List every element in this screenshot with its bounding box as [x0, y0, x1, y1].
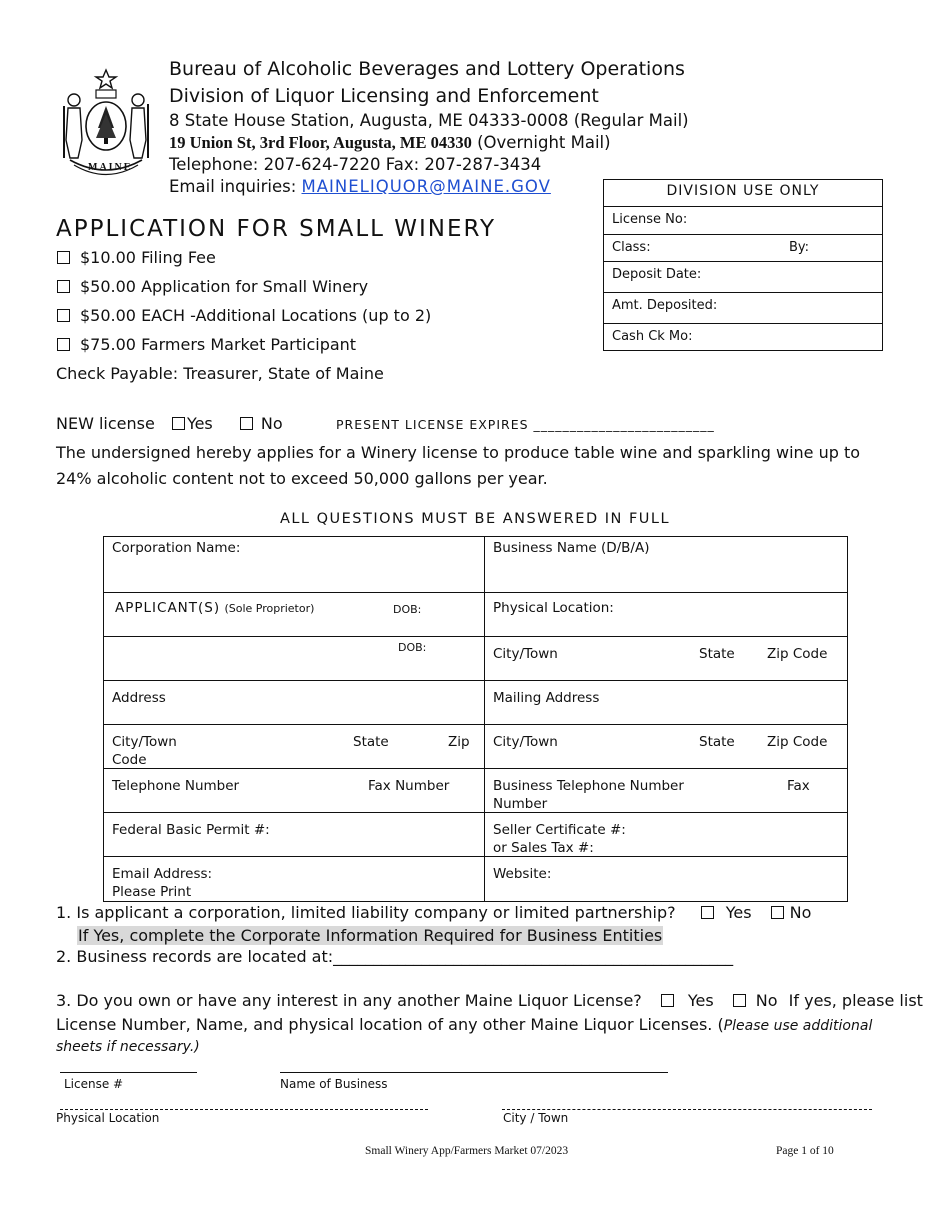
physical-location-line[interactable]: [60, 1109, 428, 1110]
city-town-caption: City / Town: [503, 1111, 569, 1125]
fee-item[interactable]: [57, 330, 431, 359]
page-number: Page 1 of 10: [776, 1145, 834, 1157]
business-phone-cell[interactable]: [485, 769, 847, 813]
check-payable: Check Payable: Treasurer, State of Maine: [56, 364, 384, 383]
division-name: Division of Liquor Licensing and Enforcement: [169, 85, 599, 107]
overnight-address-rest: (Overnight Mail): [471, 133, 611, 152]
no-label: No: [789, 903, 812, 922]
question-3: [56, 991, 923, 1010]
applicant-city-cell[interactable]: [104, 725, 485, 769]
new-license-yes-checkbox[interactable]: [172, 417, 185, 430]
city-town-label: City/Town: [493, 646, 558, 662]
telephone-label: Telephone Number: [112, 778, 240, 794]
physical-city-cell[interactable]: [485, 637, 847, 681]
mailing-address-cell[interactable]: [485, 681, 847, 725]
address-cell[interactable]: [104, 681, 485, 725]
dob-label-2: DOB:: [398, 641, 427, 654]
email-address-cell[interactable]: [104, 857, 485, 901]
checkbox[interactable]: [57, 280, 70, 293]
maine-state-seal: [58, 68, 154, 180]
overnight-address-bold: 19 Union St, 3rd Floor, Augusta, ME 04330: [169, 133, 472, 152]
fee-label: $10.00 Filing Fee: [80, 248, 216, 267]
sole-proprietor-label: (Sole Proprietor): [224, 602, 315, 615]
seal-text: MAINE: [88, 162, 133, 173]
checkbox[interactable]: [57, 309, 70, 322]
fee-label: $50.00 Application for Small Winery: [80, 277, 369, 296]
deposit-date-field[interactable]: [604, 261, 882, 292]
dob-label: DOB:: [393, 603, 422, 616]
please-print-label: Please Print: [112, 884, 192, 900]
yes-label: Yes: [687, 991, 714, 1010]
cash-label: Cash Ck Mo:: [612, 329, 693, 344]
number-label: Number: [493, 796, 548, 812]
cash-ck-mo-field[interactable]: [604, 323, 882, 350]
email-label: Email inquiries:: [169, 177, 302, 196]
corporation-name-cell[interactable]: [104, 537, 485, 593]
q1-yes-checkbox[interactable]: [701, 906, 714, 919]
website-cell[interactable]: [485, 857, 847, 901]
mailing-address-label: Mailing Address: [493, 690, 600, 706]
no-label: No: [260, 414, 283, 433]
license-no-field[interactable]: [604, 206, 882, 234]
license-no-label: License No:: [612, 212, 688, 227]
sales-tax-label: or Sales Tax #:: [493, 840, 594, 856]
federal-permit-cell[interactable]: [104, 813, 485, 857]
physical-location-caption: Physical Location: [56, 1111, 160, 1125]
website-label: Website:: [493, 866, 552, 882]
question-1: [56, 903, 811, 922]
question-3-line2: [56, 1015, 901, 1057]
fax-label: Fax: [787, 778, 810, 794]
new-license-no-checkbox[interactable]: [240, 417, 253, 430]
applicant-info-table: [103, 536, 848, 902]
fee-label: $75.00 Farmers Market Participant: [80, 335, 357, 354]
yes-label: Yes: [725, 903, 752, 922]
mailing-address: 8 State House Station, Augusta, ME 04333-0008 (Regular Mail): [169, 111, 689, 130]
email-link[interactable]: MAINELIQUOR@MAINE.GOV: [301, 177, 551, 196]
by-label: By:: [789, 240, 810, 255]
license-number-line[interactable]: [60, 1072, 197, 1073]
question-2[interactable]: 2. Business records are located at:__________________________________________________: [56, 947, 734, 966]
fee-list: [57, 243, 431, 388]
business-name-cell[interactable]: [485, 537, 847, 593]
fee-item[interactable]: [57, 301, 431, 330]
address-label: Address: [112, 690, 166, 706]
question-3-italic: Please use additional sheets if necessary.): [56, 1018, 873, 1055]
business-name-line[interactable]: [280, 1072, 668, 1073]
physical-location-label: Physical Location:: [493, 600, 614, 616]
applicant-2-cell[interactable]: [104, 637, 485, 681]
overnight-address: [169, 132, 611, 154]
applicants-label: APPLICANT(S): [115, 600, 221, 616]
question-3-line2-text: License Number, Name, and physical location of any other Maine Liquor Licenses. (: [56, 1015, 724, 1034]
agency-name: Bureau of Alcoholic Beverages and Lottery Operations: [169, 58, 685, 80]
business-name-caption: Name of Business: [280, 1077, 388, 1091]
q3-yes-checkbox[interactable]: [661, 994, 674, 1007]
corporation-name-label: Corporation Name:: [112, 540, 241, 556]
form-id: Small Winery App/Farmers Market 07/2023: [365, 1145, 569, 1157]
seller-certificate-cell[interactable]: [485, 813, 847, 857]
yes-label: Yes: [186, 414, 213, 433]
question-1-note: If Yes, complete the Corporate Information Required for Business Entities: [78, 926, 663, 945]
email-address-label: Email Address:: [112, 866, 213, 882]
fee-label: $50.00 EACH -Additional Locations (up to 2): [80, 306, 432, 325]
deposit-date-label: Deposit Date:: [612, 267, 702, 282]
city-town-label: City/Town: [112, 734, 177, 750]
phone-fax: Telephone: 207-624-7220 Fax: 207-287-3434: [169, 155, 542, 174]
amt-deposited-field[interactable]: [604, 292, 882, 323]
checkbox[interactable]: [57, 338, 70, 351]
new-license-label: NEW license: [56, 414, 155, 433]
fax-number-label: Fax Number: [368, 778, 450, 794]
business-phone-label: Business Telephone Number: [493, 778, 684, 794]
seller-cert-label: Seller Certificate #:: [493, 822, 626, 838]
email-line: [169, 176, 551, 198]
no-label: No: [755, 991, 778, 1010]
zip-code-label: Zip Code: [767, 734, 828, 750]
code-label: Code: [112, 752, 147, 768]
mailing-city-cell[interactable]: [485, 725, 847, 769]
class-field[interactable]: [604, 234, 882, 261]
questions-heading: ALL QUESTIONS MUST BE ANSWERED IN FULL: [279, 511, 671, 527]
present-license-expires: PRESENT LICENSE EXPIRES _________________________: [336, 417, 715, 432]
zip-code-label: Zip Code: [767, 646, 828, 662]
business-name-label: Business Name (D/B/A): [493, 540, 650, 556]
q1-no-checkbox[interactable]: [771, 906, 784, 919]
applicant-cell[interactable]: [104, 593, 485, 637]
telephone-cell[interactable]: [104, 769, 485, 813]
state-label: State: [699, 734, 735, 750]
city-town-label: City/Town: [493, 734, 558, 750]
city-town-line[interactable]: [502, 1109, 872, 1110]
zip-label: Zip: [448, 734, 470, 750]
state-label: State: [353, 734, 389, 750]
new-license-row: [56, 414, 283, 433]
division-use-title: DIVISION USE ONLY: [666, 183, 820, 199]
fee-item[interactable]: [57, 272, 431, 301]
license-number-caption: License #: [64, 1077, 124, 1091]
question-3-text: 3. Do you own or have any interest in any another Maine Liquor License?: [56, 991, 642, 1010]
amt-deposited-label: Amt. Deposited:: [612, 298, 718, 313]
question-1-text: 1. Is applicant a corporation, limited liability company or limited partnership?: [56, 903, 676, 922]
federal-permit-label: Federal Basic Permit #:: [112, 822, 270, 838]
division-use-box: [603, 179, 883, 351]
page-title: APPLICATION FOR SMALL WINERY: [56, 216, 497, 242]
state-label: State: [699, 646, 735, 662]
fee-item[interactable]: [57, 243, 431, 272]
checkbox[interactable]: [57, 251, 70, 264]
class-label: Class:: [612, 240, 651, 255]
intro-text: The undersigned hereby applies for a Winery license to produce table wine and sparkling wine up to 24% alcoholic content not to exceed 50,000 gallons per year.: [56, 443, 861, 488]
question-3-tail: If yes, please list: [788, 991, 923, 1010]
physical-location-cell[interactable]: [485, 593, 847, 637]
q3-no-checkbox[interactable]: [733, 994, 746, 1007]
